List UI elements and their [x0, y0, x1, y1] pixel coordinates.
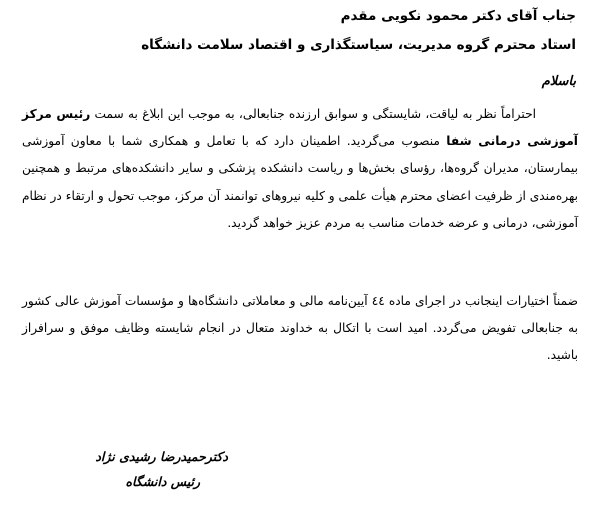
position-title: رئیس مرکز آموزشی درمانی شفا — [22, 107, 578, 149]
signature-name: دکترحمیدرضا رشیدی نژاد — [95, 449, 228, 464]
signature-title: رئیس دانشگاه — [125, 474, 200, 489]
paragraph-1-intro: احتراماً نظر به لیاقت، شایستگی و سوابق ارزنده جنابعالی، به موجب این ابلاغ به سمت — [90, 107, 536, 121]
paragraph-1-continuation: منصوب می‌گردید. اطمینان دارد که با تعامل و همکاری شما با معاون آموزشی بیمارستان، مدیران گروه‌ها، رؤسای بخش‌ها و ریاست دانشکده پزشکی و سایر دانشکده‌های مرتبط و همچنین بهره‌مندی از ظرفیت اعضای محترم هیأت علمی و کلیه نیروهای توانمند آن مرکز، موجب تحول و ارتقاء در نظام آموزشی، درمانی و عرضه خدمات مناسب به مردم عزیز خواهد گردید. — [22, 134, 578, 230]
body-paragraph-2: ضمناً اختیارات اینجانب در اجرای ماده ٤٤ آیین‌نامه مالی و معاملاتی دانشگاه‌ها و مؤسسات آموزش عالی کشور به جنابعالی تفویض می‌گردد. امید است با اتکال به خداوند متعال در انجام شایسته وظایف موفق و سرافراز باشید. — [22, 294, 578, 363]
body-paragraph-1 — [22, 101, 578, 237]
recipient-name: جناب آقای دکتر محمود نکویی مقدم — [340, 8, 576, 24]
greeting: باسلام — [541, 74, 576, 89]
recipient-title: استاد محترم گروه مدیریت، سیاستگذاری و اقتصاد سلامت دانشگاه — [141, 37, 576, 53]
